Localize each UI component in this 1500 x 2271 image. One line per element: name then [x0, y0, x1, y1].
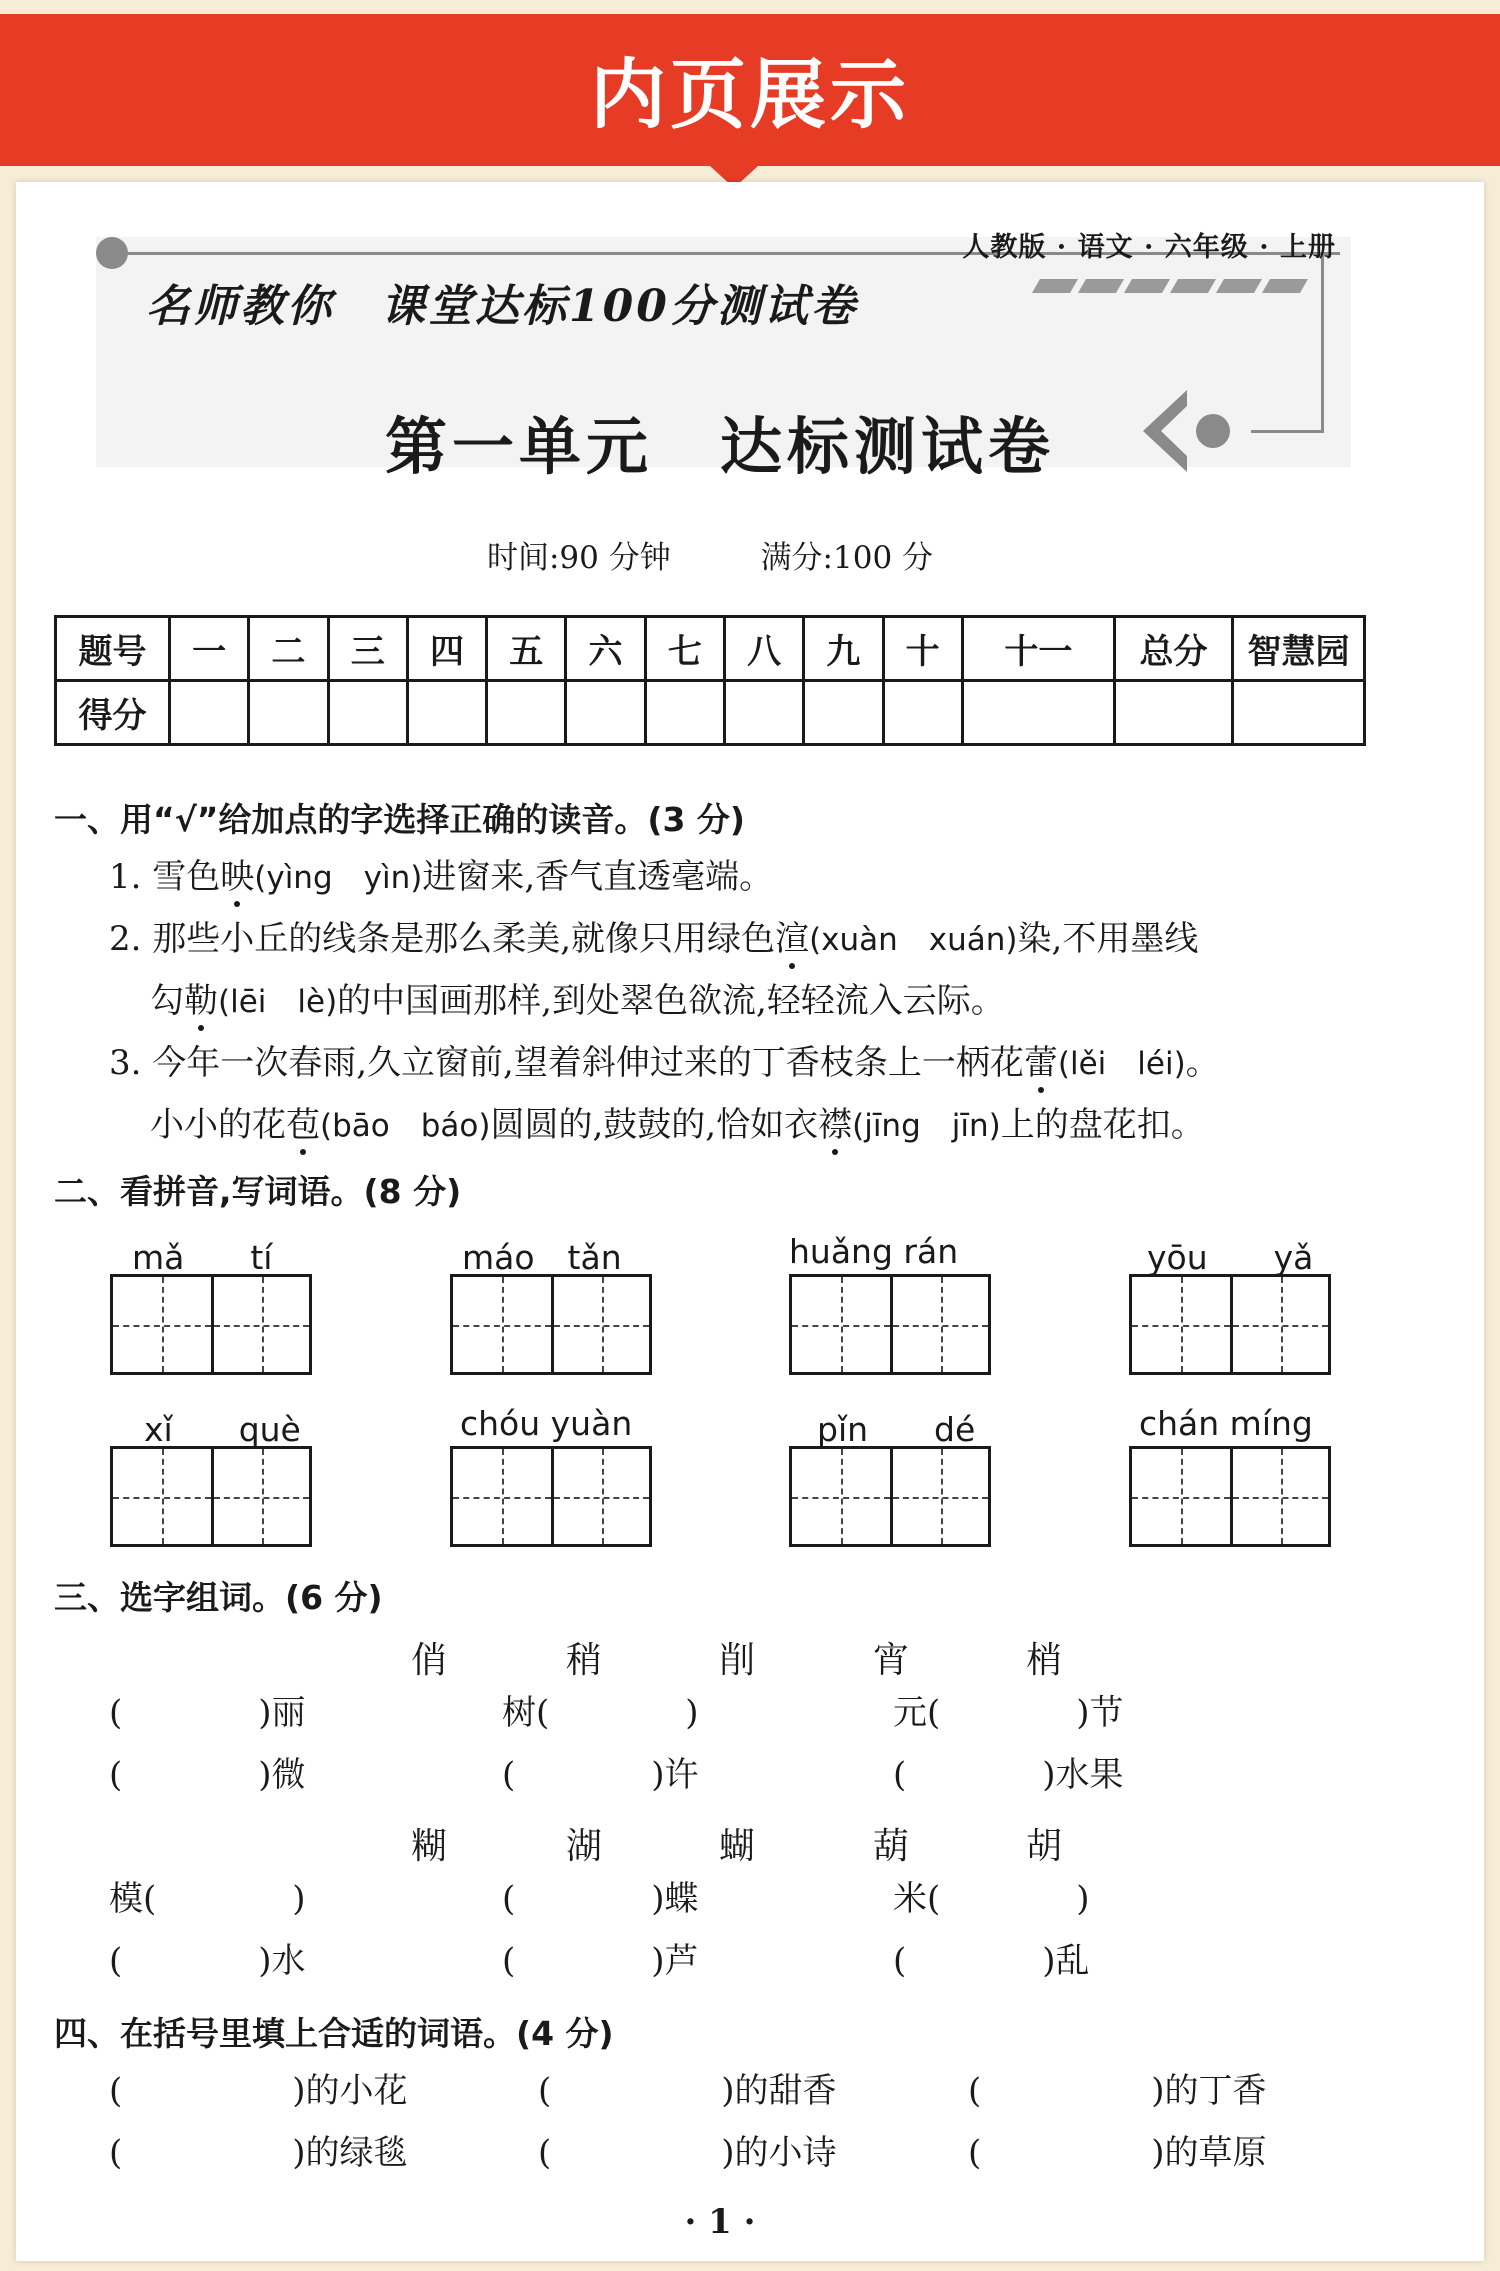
dotted-char: 映 [220, 857, 255, 897]
score-cell[interactable] [328, 681, 407, 745]
q-text: 的中国画那样,到处翠色欲流,轻轻流入云际。 [337, 981, 1005, 1021]
fill-blank[interactable]: ( )的丁香 [968, 2071, 1267, 2111]
score-cell[interactable] [487, 681, 566, 745]
header-stripes [1036, 279, 1336, 293]
table-cell: 四 [407, 617, 486, 681]
fill-blank[interactable]: 树( ) [502, 1693, 699, 1733]
dotted-char: 苞 [286, 1105, 320, 1145]
score-cell[interactable] [804, 681, 883, 745]
score-cell[interactable] [645, 681, 724, 745]
exam-page [16, 182, 1484, 2261]
dotted-char: 渲 [775, 919, 810, 959]
table-cell: 一 [170, 617, 249, 681]
page-number: · 1 · [684, 2202, 756, 2242]
table-cell: 十一 [962, 617, 1114, 681]
pinyin-label: huǎng rán [789, 1232, 959, 1271]
fill-blank[interactable]: ( )微 [109, 1755, 306, 1795]
edition-label: 人教版 · 语文 · 六年级 · 上册 [962, 232, 1336, 263]
question-1-3 [109, 1043, 1220, 1083]
pinyin-options[interactable]: (yìng yìn) [254, 860, 423, 896]
dotted-char: 勒 [184, 981, 218, 1021]
table-cell: 二 [249, 617, 328, 681]
pinyin-label: yōu yǎ [1147, 1238, 1314, 1277]
table-cell: 三 [328, 617, 407, 681]
full-score: 满分:100 分 [760, 540, 934, 576]
fill-blank[interactable]: ( )水果 [893, 1755, 1124, 1795]
q-text: 3. 今年一次春雨,久立窗前,望着斜伸过来的丁香枝条上一柄花 [109, 1043, 1024, 1083]
pinyin-options[interactable]: (bāo báo) [320, 1108, 491, 1144]
table-cell: 八 [724, 617, 803, 681]
header-dot-left [96, 237, 128, 269]
pinyin-options[interactable]: (jīng jīn) [852, 1108, 1001, 1144]
writing-grid[interactable] [789, 1446, 991, 1547]
candidate-char: 葫 [873, 1826, 910, 1867]
candidate-char: 稍 [566, 1640, 603, 1681]
table-cell: 智慧园 [1233, 617, 1365, 681]
fill-blank[interactable]: ( )许 [502, 1755, 699, 1795]
pinyin-label: chóu yuàn [460, 1404, 633, 1443]
dotted-char: 襟 [818, 1105, 853, 1145]
table-cell: 总分 [1115, 617, 1233, 681]
score-cell[interactable] [249, 681, 328, 745]
section-1-title: 一、用“√”给加点的字选择正确的读音。(3 分) [54, 800, 746, 839]
question-1-3-line2 [150, 1105, 1205, 1145]
fill-blank[interactable]: 模( ) [109, 1879, 306, 1919]
score-table-header-row [56, 617, 1365, 681]
banner-title: 内页展示 [590, 50, 910, 139]
score-cell[interactable] [1115, 681, 1233, 745]
candidate-char: 俏 [411, 1640, 448, 1681]
score-cell[interactable] [170, 681, 249, 745]
q-text: 勾 [150, 981, 184, 1021]
writing-grid[interactable] [110, 1274, 312, 1375]
fill-blank[interactable]: ( )的小花 [109, 2071, 408, 2111]
q-text: 2. 那些小丘的线条是那么柔美,就像只用绿色 [109, 919, 776, 959]
table-cell: 七 [645, 617, 724, 681]
candidate-char: 糊 [411, 1826, 448, 1867]
q-text: 小小的花 [150, 1105, 286, 1145]
fill-blank[interactable]: ( )芦 [502, 1941, 699, 1981]
score-cell[interactable] [962, 681, 1114, 745]
fill-blank[interactable]: 元( )节 [893, 1693, 1124, 1733]
score-cell[interactable] [724, 681, 803, 745]
candidate-chars-2 [16, 1818, 1484, 1867]
pinyin-options[interactable]: (lěi léi) [1057, 1046, 1186, 1082]
pinyin-label: xǐ què [144, 1410, 301, 1449]
exam-info [16, 532, 1484, 577]
score-table [54, 615, 1366, 746]
table-cell: 六 [566, 617, 645, 681]
fill-blank[interactable]: ( )蝶 [502, 1879, 699, 1919]
question-1-1 [109, 857, 774, 897]
fill-blank[interactable]: ( )水 [109, 1941, 306, 1981]
score-cell[interactable] [883, 681, 962, 745]
series-title: 名师教你 课堂达标100分测试卷 [146, 281, 858, 332]
writing-grid[interactable] [1129, 1274, 1331, 1375]
writing-grid[interactable] [450, 1446, 652, 1547]
score-cell[interactable] [566, 681, 645, 745]
q-text: 1. 雪色 [109, 857, 221, 897]
fill-blank[interactable]: ( )的草原 [968, 2133, 1267, 2173]
dotted-char: 蕾 [1023, 1043, 1058, 1083]
pinyin-label: máo tǎn [462, 1238, 622, 1277]
section-3-title: 三、选字组词。(6 分) [54, 1578, 383, 1617]
fill-blank[interactable]: ( )乱 [893, 1941, 1090, 1981]
candidate-char: 蝴 [719, 1826, 756, 1867]
pinyin-options[interactable]: (lēi lè) [218, 984, 338, 1020]
fill-blank[interactable]: 米( ) [893, 1879, 1090, 1919]
q-text: 上的盘花扣。 [1000, 1105, 1205, 1145]
section-2-title: 二、看拼音,写词语。(8 分) [54, 1172, 462, 1211]
table-cell: 九 [804, 617, 883, 681]
pinyin-label: pǐn dé [817, 1410, 976, 1449]
candidate-char: 宵 [873, 1640, 910, 1681]
table-cell: 十 [883, 617, 962, 681]
score-table-score-row [56, 681, 1365, 745]
table-cell: 得分 [56, 681, 170, 745]
writing-grid[interactable] [789, 1274, 991, 1375]
candidate-char: 削 [719, 1640, 756, 1681]
time-limit: 时间:90 分钟 [486, 540, 671, 576]
table-cell: 五 [487, 617, 566, 681]
q-text: 圆圆的,鼓鼓的,恰如衣 [490, 1105, 819, 1145]
question-1-2 [109, 919, 1199, 959]
q-text: 染,不用墨线 [1017, 919, 1199, 959]
pinyin-label: mǎ tí [132, 1238, 273, 1277]
section-4-title: 四、在括号里填上合适的词语。(4 分) [54, 2014, 614, 2053]
score-cell[interactable] [1233, 681, 1365, 745]
page-title: 第一单元 达标测试卷 [384, 410, 1055, 483]
fill-blank[interactable]: ( )的甜香 [538, 2071, 837, 2111]
fill-blank[interactable]: ( )的绿毯 [109, 2133, 408, 2173]
q-text: 进窗来,香气直透毫端。 [422, 857, 774, 897]
pinyin-label: chán míng [1139, 1404, 1313, 1443]
q-text: 。 [1185, 1043, 1220, 1083]
candidate-char: 湖 [566, 1826, 603, 1867]
table-cell: 题号 [56, 617, 170, 681]
candidate-char: 梢 [1026, 1640, 1063, 1681]
candidate-char: 胡 [1026, 1826, 1063, 1867]
candidate-chars-1 [16, 1632, 1484, 1681]
score-cell[interactable] [407, 681, 486, 745]
pinyin-options[interactable]: (xuàn xuán) [809, 922, 1018, 958]
fill-blank[interactable]: ( )的小诗 [538, 2133, 837, 2173]
writing-grid[interactable] [450, 1274, 652, 1375]
fill-blank[interactable]: ( )丽 [109, 1693, 306, 1733]
writing-grid[interactable] [1129, 1446, 1331, 1547]
question-1-2-line2 [150, 981, 1005, 1021]
writing-grid[interactable] [110, 1446, 312, 1547]
